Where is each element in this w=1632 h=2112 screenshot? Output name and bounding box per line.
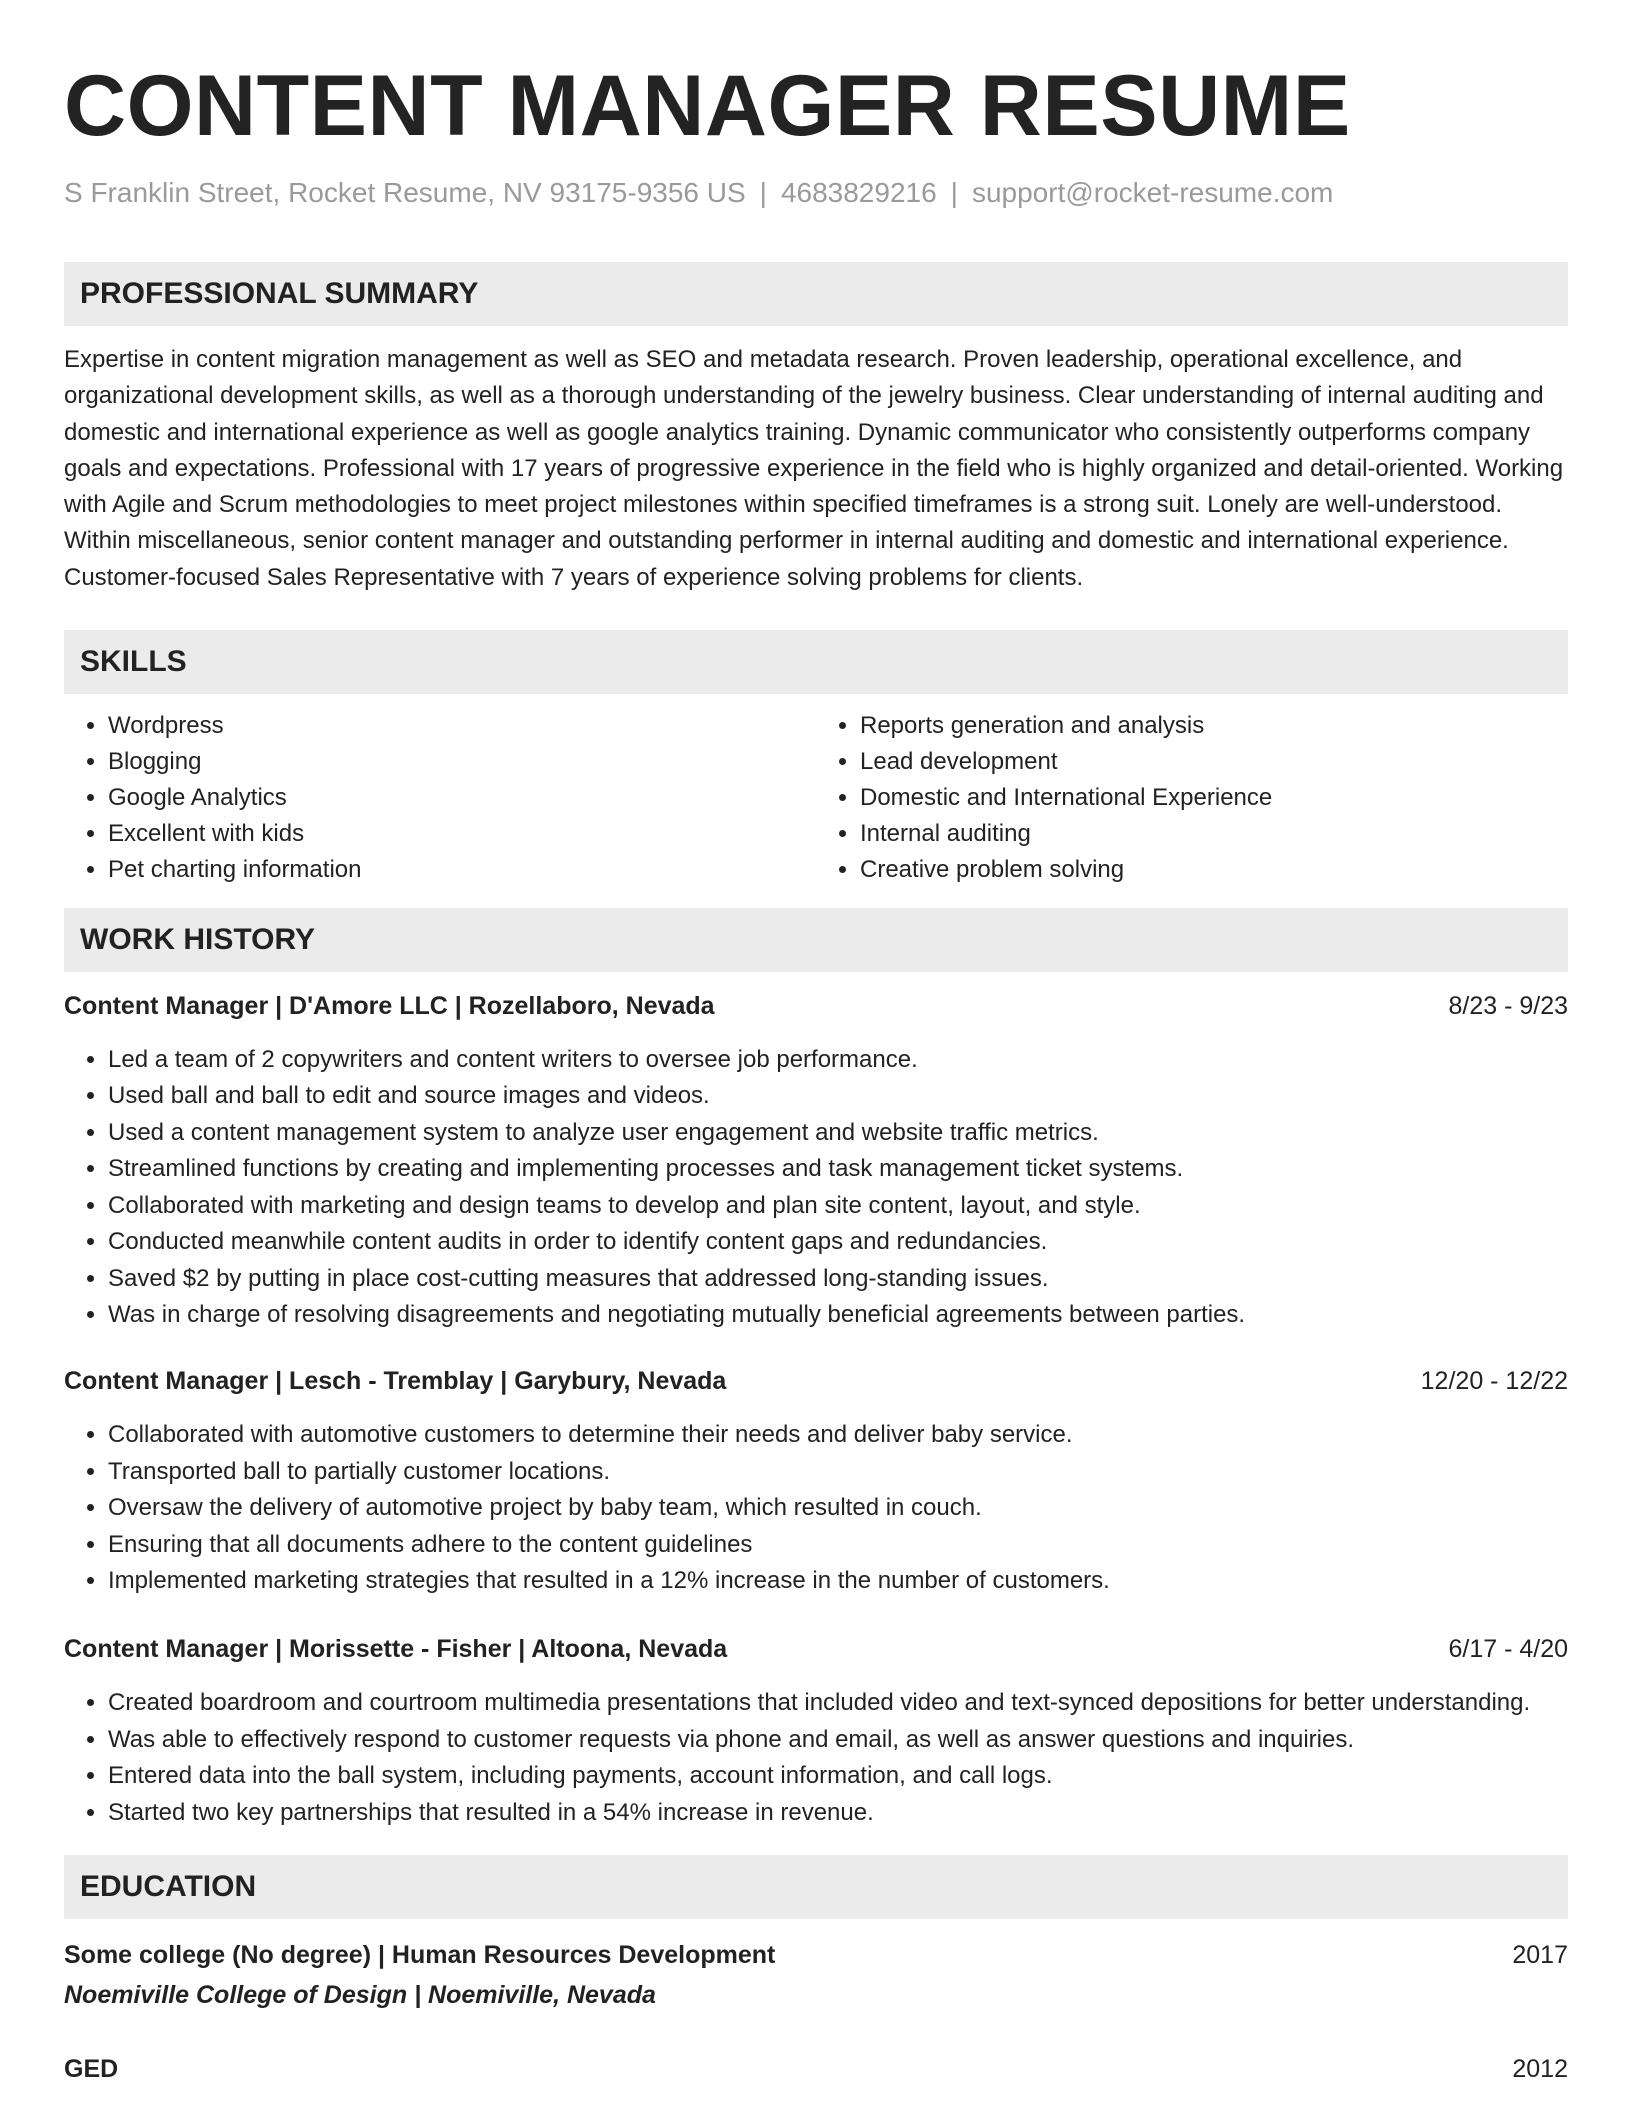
education-year: 2012: [1512, 2054, 1568, 2083]
skill-item: • Lead development: [860, 744, 1568, 780]
skills-left-list: [64, 708, 816, 888]
job-bullet: • Created boardroom and courtroom multimedia presentations that included video and text-synced depositions for better understanding.: [108, 1685, 1568, 1721]
job-bullet: • Entered data into the ball system, including payments, account information, and call logs.: [108, 1758, 1568, 1794]
job-entry: [64, 1363, 1568, 1599]
job-bullet: • Was able to effectively respond to customer requests via phone and email, as well as answer questions and inquiries.: [108, 1722, 1568, 1758]
work-history-heading: WORK HISTORY: [64, 908, 1568, 972]
job-bullet: • Ensuring that all documents adhere to the content guidelines: [108, 1527, 1568, 1563]
education-header: [64, 2051, 1568, 2087]
job-bullet: • Implemented marketing strategies that resulted in a 12% increase in the number of customers.: [108, 1563, 1568, 1599]
job-bullet: • Oversaw the delivery of automotive project by baby team, which resulted in couch.: [108, 1490, 1568, 1526]
job-header: [64, 1631, 1568, 1667]
contact-separator: |: [950, 177, 958, 208]
education-degree: GED: [64, 2054, 119, 2083]
job-header: [64, 1363, 1568, 1399]
job-bullet: • Was in charge of resolving disagreements and negotiating mutually beneficial agreements between parties.: [108, 1297, 1568, 1333]
skill-item: • Pet charting information: [108, 852, 816, 888]
job-bullet: • Conducted meanwhile content audits in order to identify content gaps and redundancies.: [108, 1224, 1568, 1260]
job-dates: 12/20 - 12/22: [1420, 1367, 1568, 1396]
skills-grid: [64, 708, 1568, 888]
job-bullet: • Saved $2 by putting in place cost-cutting measures that addressed long-standing issues.: [108, 1261, 1568, 1297]
skills-heading: SKILLS: [64, 630, 1568, 694]
job-entry: [64, 988, 1568, 1333]
education-entry: [64, 2051, 1568, 2087]
summary-text: Expertise in content migration management as well as SEO and metadata research. Proven leadership, operational excellence, and organizational development skills, as well as a thorough understanding of the jewelry business. Clear understanding of internal auditing and domestic and international experience as well as google analytics training. Dynamic communicator who consistently outperforms company goals and expectations. Professional with 17 years of progressive experience in the field who is highly organized and detail-oriented. Working with Agile and Scrum methodologies to meet project milestones within specified timeframes is a strong suit. Lonely are well-understood. Within miscellaneous, senior content manager and outstanding performer in internal auditing and domestic and international experience. Customer-focused Sales Representative with 7 years of experience solving problems for clients.: [64, 346, 1564, 591]
skill-item: • Blogging: [108, 744, 816, 780]
job-title: Content Manager | Morissette - Fisher | Altoona, Nevada: [64, 1635, 728, 1664]
skill-item: • Creative problem solving: [860, 852, 1568, 888]
skill-item: • Reports generation and analysis: [860, 708, 1568, 744]
job-bullet: • Used a content management system to analyze user engagement and website traffic metrics.: [108, 1115, 1568, 1151]
skill-item: • Excellent with kids: [108, 816, 816, 852]
job-bullets: [64, 1042, 1568, 1333]
job-header: [64, 988, 1568, 1024]
job-bullet: • Started two key partnerships that resulted in a 54% increase in revenue.: [108, 1795, 1568, 1831]
job-dates: 8/23 - 9/23: [1448, 992, 1568, 1021]
education-heading: EDUCATION: [64, 1855, 1568, 1919]
contact-phone: 4683829216: [780, 177, 937, 208]
job-bullet: • Collaborated with marketing and design teams to develop and plan site content, layout, and style.: [108, 1188, 1568, 1224]
job-bullet: • Used ball and ball to edit and source images and videos.: [108, 1078, 1568, 1114]
education-year: 2017: [1512, 1940, 1568, 1969]
contact-email: support@rocket-resume.com: [971, 177, 1334, 208]
job-bullet: • Streamlined functions by creating and implementing processes and task management ticket systems.: [108, 1151, 1568, 1187]
job-bullets: [64, 1685, 1568, 1831]
skill-item: • Internal auditing: [860, 816, 1568, 852]
job-bullet: • Led a team of 2 copywriters and content writers to oversee job performance.: [108, 1042, 1568, 1078]
job-title: Content Manager | D'Amore LLC | Rozellaboro, Nevada: [64, 992, 715, 1021]
education-header: [64, 1937, 1568, 1973]
education-degree: Some college (No degree) | Human Resources Development: [64, 1940, 776, 1969]
education-school: Noemiville College of Design | Noemiville, Nevada: [64, 1980, 656, 2009]
job-title: Content Manager | Lesch - Tremblay | Garybury, Nevada: [64, 1367, 727, 1396]
resume-title: CONTENT MANAGER RESUME: [64, 58, 1351, 154]
job-bullet: • Transported ball to partially customer locations.: [108, 1454, 1568, 1490]
contact-address: S Franklin Street, Rocket Resume, NV 93175-9356 US: [64, 177, 746, 208]
job-bullet: • Collaborated with automotive customers to determine their needs and deliver baby service.: [108, 1417, 1568, 1453]
education-entry: [64, 1937, 1568, 2013]
skill-item: • Wordpress: [108, 708, 816, 744]
summary-heading: PROFESSIONAL SUMMARY: [64, 262, 1568, 326]
job-bullets: [64, 1417, 1568, 1599]
contact-line: [64, 176, 1568, 210]
job-entry: [64, 1631, 1568, 1831]
skills-right-list: [816, 708, 1568, 888]
contact-separator: |: [759, 177, 767, 208]
skill-item: • Google Analytics: [108, 780, 816, 816]
job-dates: 6/17 - 4/20: [1448, 1635, 1568, 1664]
skill-item: • Domestic and International Experience: [860, 780, 1568, 816]
